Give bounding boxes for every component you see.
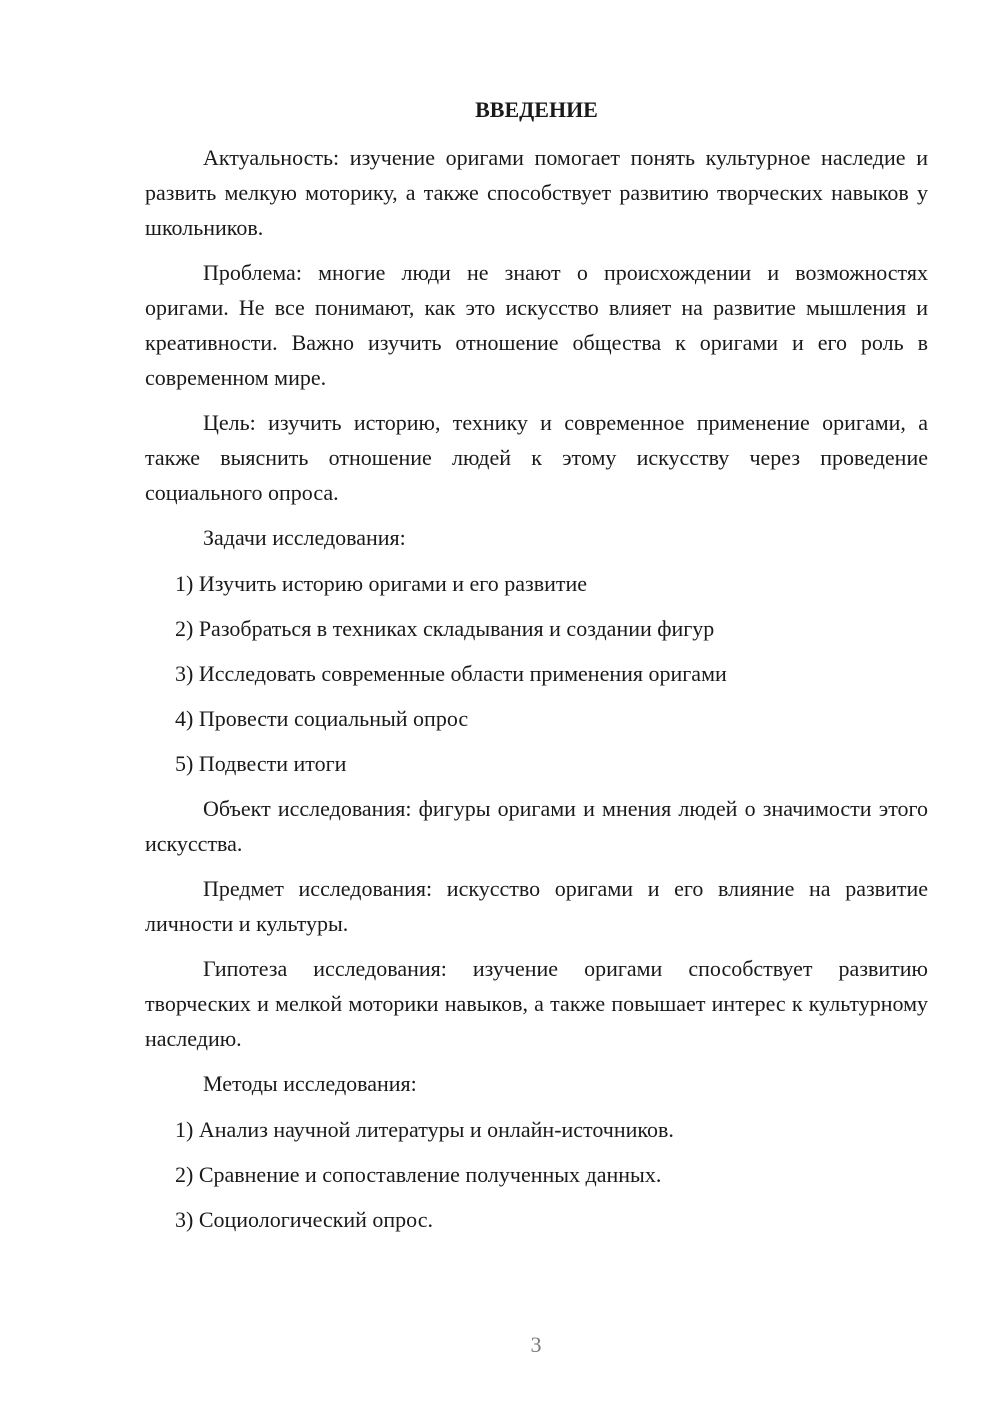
list-item: 4) Провести социальный опрос xyxy=(175,706,469,731)
list-item: 3) Социологический опрос. xyxy=(175,1207,433,1232)
subject-paragraph: Предмет исследования: искусство оригами и его влияние на развитие личности и культуры. xyxy=(145,876,928,936)
methods-list xyxy=(145,1112,928,1237)
tasks-heading: Задачи исследования: xyxy=(203,525,406,550)
list-item: 1) Анализ научной литературы и онлайн-источников. xyxy=(175,1117,674,1142)
tasks-list xyxy=(145,566,928,781)
list-item: 3) Исследовать современные области применения оригами xyxy=(175,661,727,686)
goal-paragraph: Цель: изучить историю, технику и современное применение оригами, а также выяснить отношение людей к этому искусству через проведение социального опроса. xyxy=(145,410,928,505)
list-item: 2) Сравнение и сопоставление полученных данных. xyxy=(175,1162,662,1187)
list-item: 5) Подвести итоги xyxy=(175,751,347,776)
methods-heading: Методы исследования: xyxy=(203,1071,417,1096)
object-paragraph: Объект исследования: фигуры оригами и мнения людей о значимости этого искусства. xyxy=(145,796,928,856)
relevance-paragraph: Актуальность: изучение оригами помогает понять культурное наследие и развить мелкую моторику, а также способствует развитию творческих навыков у школьников. xyxy=(145,145,928,240)
page-number: 3 xyxy=(530,1332,542,1357)
list-item: 2) Разобраться в техниках складывания и создании фигур xyxy=(175,616,715,641)
hypothesis-paragraph: Гипотеза исследования: изучение оригами способствует развитию творческих и мелкой моторики навыков, а также повышает интерес к культурному наследию. xyxy=(145,956,928,1051)
section-title: ВВЕДЕНИЕ xyxy=(475,97,598,122)
problem-paragraph: Проблема: многие люди не знают о происхождении и возможностях оригами. Не все понимают, как это искусство влияет на развитие мышления и креативности. Важно изучить отношение общества к оригами и его роль в современном мире. xyxy=(145,260,928,390)
document-page xyxy=(145,95,928,1247)
list-item: 1) Изучить историю оригами и его развитие xyxy=(175,571,588,596)
